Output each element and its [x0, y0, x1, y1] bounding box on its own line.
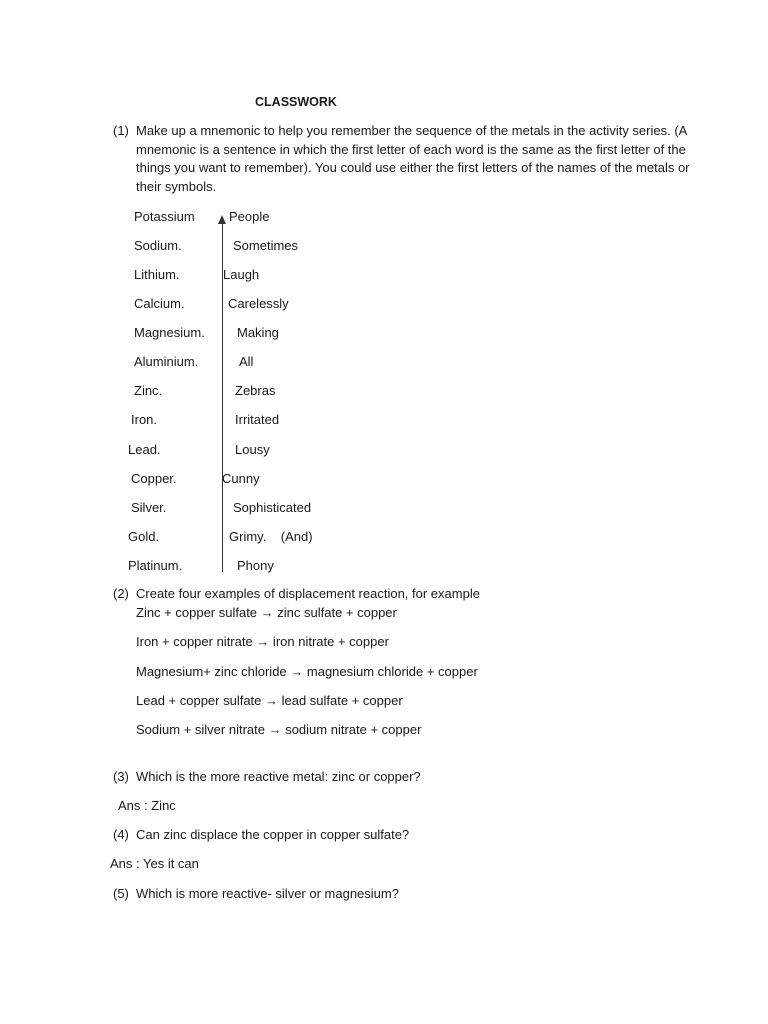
- metal-item: Gold.: [128, 529, 160, 544]
- mnemonic-word: Making: [237, 325, 279, 340]
- page-title: CLASSWORK: [255, 95, 337, 109]
- reaction-item: Iron + copper nitrate → iron nitrate + copper: [136, 634, 389, 649]
- metal-item: Lead.: [128, 442, 161, 457]
- question-3-text: Which is the more reactive metal: zinc or copper?: [136, 769, 421, 784]
- metal-item: Platinum.: [128, 558, 183, 573]
- metal-item: Lithium.: [134, 267, 180, 282]
- mnemonic-word: Sophisticated: [233, 500, 312, 515]
- reaction-item: Sodium + silver nitrate → sodium nitrate + copper: [136, 722, 422, 737]
- mnemonic-word: Cunny: [222, 471, 260, 486]
- question-5-number: (5): [113, 886, 129, 901]
- question-3-number: (3): [113, 769, 129, 784]
- metal-item: Aluminium.: [134, 354, 199, 369]
- metal-item: Calcium.: [134, 296, 185, 311]
- question-1-text: Make up a mnemonic to help you remember the sequence of the metals in the activity series. (A mnemonic is a sentence in which the first letter of each word is the same as the first letter of the things you want to remember). You could use either the first letters of the names of the metals or their symbols.: [136, 123, 690, 195]
- reaction-item: Zinc + copper sulfate → zinc sulfate + copper: [136, 605, 397, 620]
- question-4-text: Can zinc displace the copper in copper sulfate?: [136, 827, 410, 842]
- answer-3: Ans : Zinc: [118, 798, 176, 813]
- reaction-item: Lead + copper sulfate → lead sulfate + copper: [136, 693, 403, 708]
- metal-item: Copper.: [131, 471, 177, 486]
- mnemonic-word: Zebras: [235, 383, 276, 398]
- metal-item: Sodium.: [134, 238, 182, 253]
- answer-4: Ans : Yes it can: [110, 856, 199, 871]
- question-2-number: (2): [113, 586, 129, 601]
- metal-item: Potassium: [134, 209, 195, 224]
- mnemonic-word: Sometimes: [233, 238, 299, 253]
- question-2-text: Create four examples of displacement reaction, for example: [136, 586, 480, 601]
- metal-item: Iron.: [131, 412, 158, 427]
- question-1-number: (1): [113, 123, 129, 138]
- mnemonic-word: People: [229, 209, 270, 224]
- mnemonic-word: Carelessly: [228, 296, 289, 311]
- mnemonic-word: Lousy: [235, 442, 270, 457]
- metal-item: Silver.: [131, 500, 167, 515]
- mnemonic-word: Irritated: [235, 412, 280, 427]
- mnemonic-word: Laugh: [223, 267, 260, 282]
- metal-item: Magnesium.: [134, 325, 205, 340]
- mnemonic-word: All: [239, 354, 254, 369]
- metal-item: Zinc.: [134, 383, 163, 398]
- question-5-text: Which is more reactive- silver or magnesium?: [136, 886, 399, 901]
- question-4-number: (4): [113, 827, 129, 842]
- arrow-up-icon: [218, 215, 226, 224]
- mnemonic-word: Phony: [237, 558, 274, 573]
- mnemonic-word: Grimy. (And): [229, 529, 313, 544]
- reaction-item: Magnesium+ zinc chloride → magnesium chloride + copper: [136, 664, 478, 679]
